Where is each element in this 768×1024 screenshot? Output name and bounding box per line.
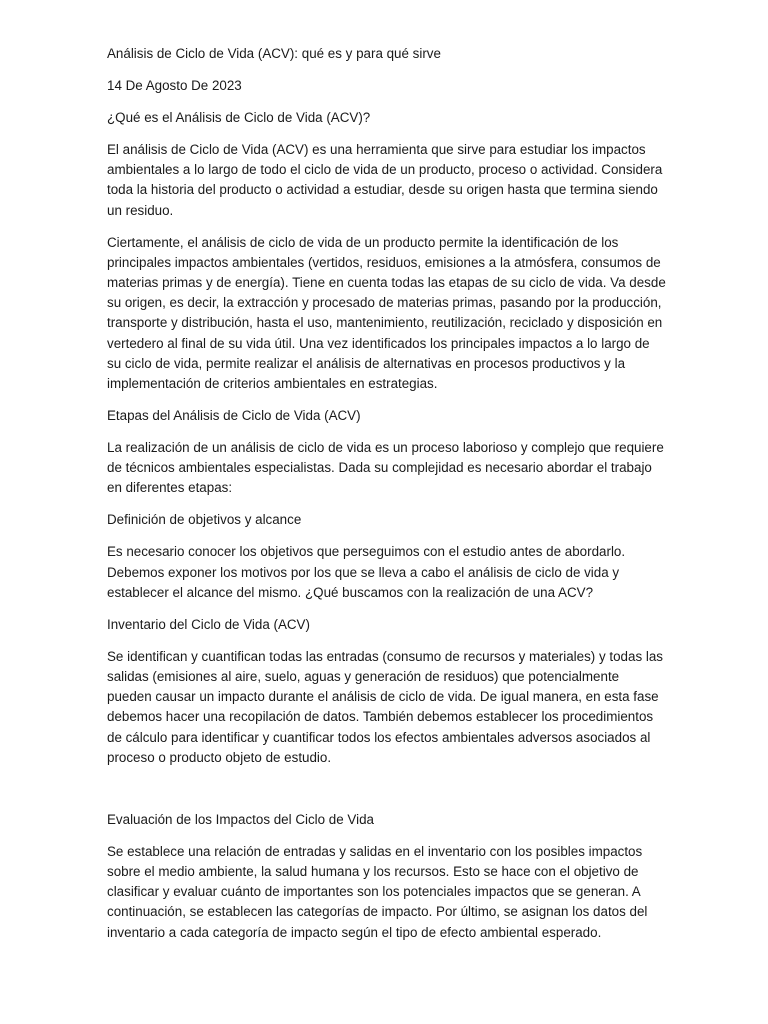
paragraph: La realización de un análisis de ciclo de vida es un proceso laborioso y complejo que requiere de técnicos ambientales especialistas. Dada su complejidad es necesario abordar el trabajo en diferentes etapas: — [107, 440, 664, 496]
paragraph: Ciertamente, el análisis de ciclo de vida de un producto permite la identificación de los principales impactos ambientales (vertidos, residuos, emisiones a la atmósfera, consumos de materias primas y de energía). Tiene en cuenta todas las etapas de su ciclo de vida. Va desde su origen, es decir, la extracción y procesado de materias primas, pasando por la producción, transporte y distribución, hasta el uso, mantenimiento, reutilización, reciclado y disposición en vertedero al final de su vida útil. Una vez identificados los principales impactos a lo largo de su ciclo de vida, permite realizar el análisis de alternativas en procesos productivos y la implementación de criterios ambientales en estrategias. — [107, 234, 666, 392]
section-heading-etapas: Etapas del Análisis de Ciclo de Vida (ACV) — [107, 408, 361, 424]
paragraph: Es necesario conocer los objetivos que perseguimos con el estudio antes de abordarlo. Debemos exponer los motivos por los que se lleva a cabo el análisis de ciclo de vida y establecer el alcance del mismo. ¿Qué buscamos con la realización de una ACV? — [107, 544, 626, 600]
paragraph: Se establece una relación de entradas y salidas en el inventario con los posibles impactos sobre el medio ambiente, la salud humana y los recursos. Esto se hace con el objetivo de clasificar y evaluar cuánto de importantes son los potenciales impactos que se generan. A continuación, se establecen las categorías de impacto. Por último, se asignan los datos del inventario a cada categoría de impacto según el tipo de efecto ambiental esperado. — [107, 843, 648, 940]
document-page — [107, 44, 667, 955]
section-heading-evaluacion: Evaluación de los Impactos del Ciclo de Vida — [107, 811, 374, 827]
section-heading-inventario: Inventario del Ciclo de Vida (ACV) — [107, 616, 310, 632]
document-date: 14 De Agosto De 2023 — [107, 78, 242, 93]
blank-line — [107, 780, 667, 810]
document-title: Análisis de Ciclo de Vida (ACV): qué es y para qué sirve — [107, 46, 441, 61]
section-heading-objetivos: Definición de objetivos y alcance — [107, 512, 302, 528]
paragraph: Se identifican y cuantifican todas las entradas (consumo de recursos y materiales) y todas las salidas (emisiones al aire, suelo, aguas y generación de residuos) que potencialmente pueden causar un impacto durante el análisis de ciclo de vida. De igual manera, en esta fase debemos hacer una recopilación de datos. También debemos establecer los procedimientos de cálculo para identificar y cuantificar todos los efectos ambientales adversos asociados al proceso o producto objeto de estudio. — [107, 648, 663, 765]
section-heading-que-es: ¿Qué es el Análisis de Ciclo de Vida (ACV)? — [107, 110, 371, 125]
paragraph: El análisis de Ciclo de Vida (ACV) es una herramienta que sirve para estudiar los impactos ambientales a lo largo de todo el ciclo de vida de un producto, proceso o actividad. Considera toda la historia del producto o actividad a estudiar, desde su origen hasta que termina siendo un residuo. — [107, 142, 663, 218]
